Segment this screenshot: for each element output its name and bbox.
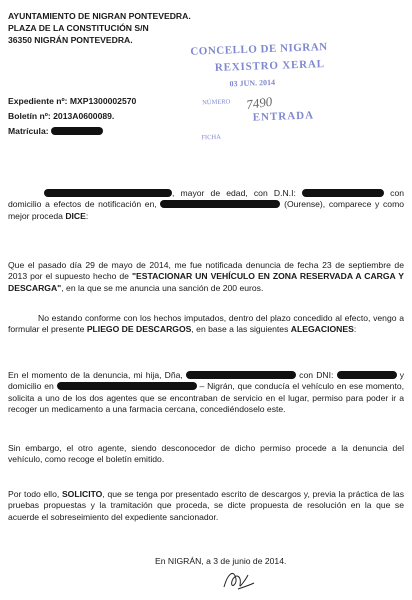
address-line-3: 36350 NIGRÁN PONTEVEDRA. (8, 35, 133, 45)
paragraph-notification: Que el pasado día 29 de mayo de 2014, me fue notificada denuncia de fecha 23 de septiembre de 2013 por el supuesto hecho de "ESTACIONAR UN VEHÍCULO EN ZONA RESERVADA A CARGA Y DESCARGA", en la que se me anuncia una sanción de 200 euros. (8, 260, 404, 293)
matricula-label: Matrícula: (8, 124, 136, 139)
stamp-handwritten-number: 7490 (245, 93, 274, 113)
paragraph-identity: , mayor de edad, con D.N.I: con domicilio a efectos de notificación en, (Ourense), comparece y como mejor proceda DICE: (8, 188, 405, 221)
stamp-line-1: CONCELLO DE NIGRAN (190, 40, 328, 58)
boletin-number: Boletín nº: 2013A0600089. (8, 111, 115, 121)
redaction-bar (160, 200, 280, 208)
address-line-2: PLAZA DE LA CONSTITUCIÓN S/N (8, 23, 149, 33)
paragraph-other-agent: Sin embargo, el otro agente, siendo desconocedor de dicho permiso procede a la denuncia del vehículo, como recoge el boletín emitido. (8, 443, 404, 465)
address-line-1: AYUNTAMIENTO DE NIGRAN PONTEVEDRA. (8, 11, 191, 21)
redaction-bar (302, 189, 384, 197)
paragraph-request: Por todo ello, SOLICITO, que se tenga por presentado escrito de descargos y, previa la práctica de las pruebas propuestas y la tramitación que proceda, se dicte propuesta de resolución en la que se acuerde el sobreseimiento del expediente sancionador. (8, 489, 404, 522)
stamp-date: 03 JUN. 2014 (229, 77, 276, 89)
stamp-entrada: ENTRADA (252, 109, 315, 124)
redaction-bar (51, 127, 103, 135)
redaction-bar (44, 189, 172, 197)
recipient-address (8, 10, 191, 46)
paragraph-disagreement: No estando conforme con los hechos imputados, dentro del plazo concedido al efecto, vengo a formular el presente PLIEGO DE DESCARGOS, en base a las siguientes ALEGACIONES: (8, 313, 404, 335)
reference-block (8, 94, 136, 139)
paragraph-facts: En el momento de la denuncia, mi hija, Dña, con DNI: y domicilio en – Nigrán, que conducía el vehículo en ese momento, solicita a uno de los dos agentes que se encontraban de servicio en el lugar, permiso para poder ir a recoger un medicamento a una farmacia cercana, concediéndoselo este. (8, 370, 405, 415)
stamp-numero-label: NÚMERO (202, 98, 231, 107)
stamp-ficha-label: FICHA (201, 133, 222, 142)
redaction-bar (337, 371, 397, 379)
signature (218, 565, 258, 595)
redaction-bar (57, 382, 197, 390)
redaction-bar (186, 371, 296, 379)
stamp-line-2: REXISTRO XERAL (214, 58, 326, 74)
registry-stamp (186, 39, 355, 155)
expediente-number: Expediente nº: MXP1300002570 (8, 96, 137, 106)
closing-date: En NIGRÁN, a 3 de junio de 2014. (155, 556, 287, 566)
